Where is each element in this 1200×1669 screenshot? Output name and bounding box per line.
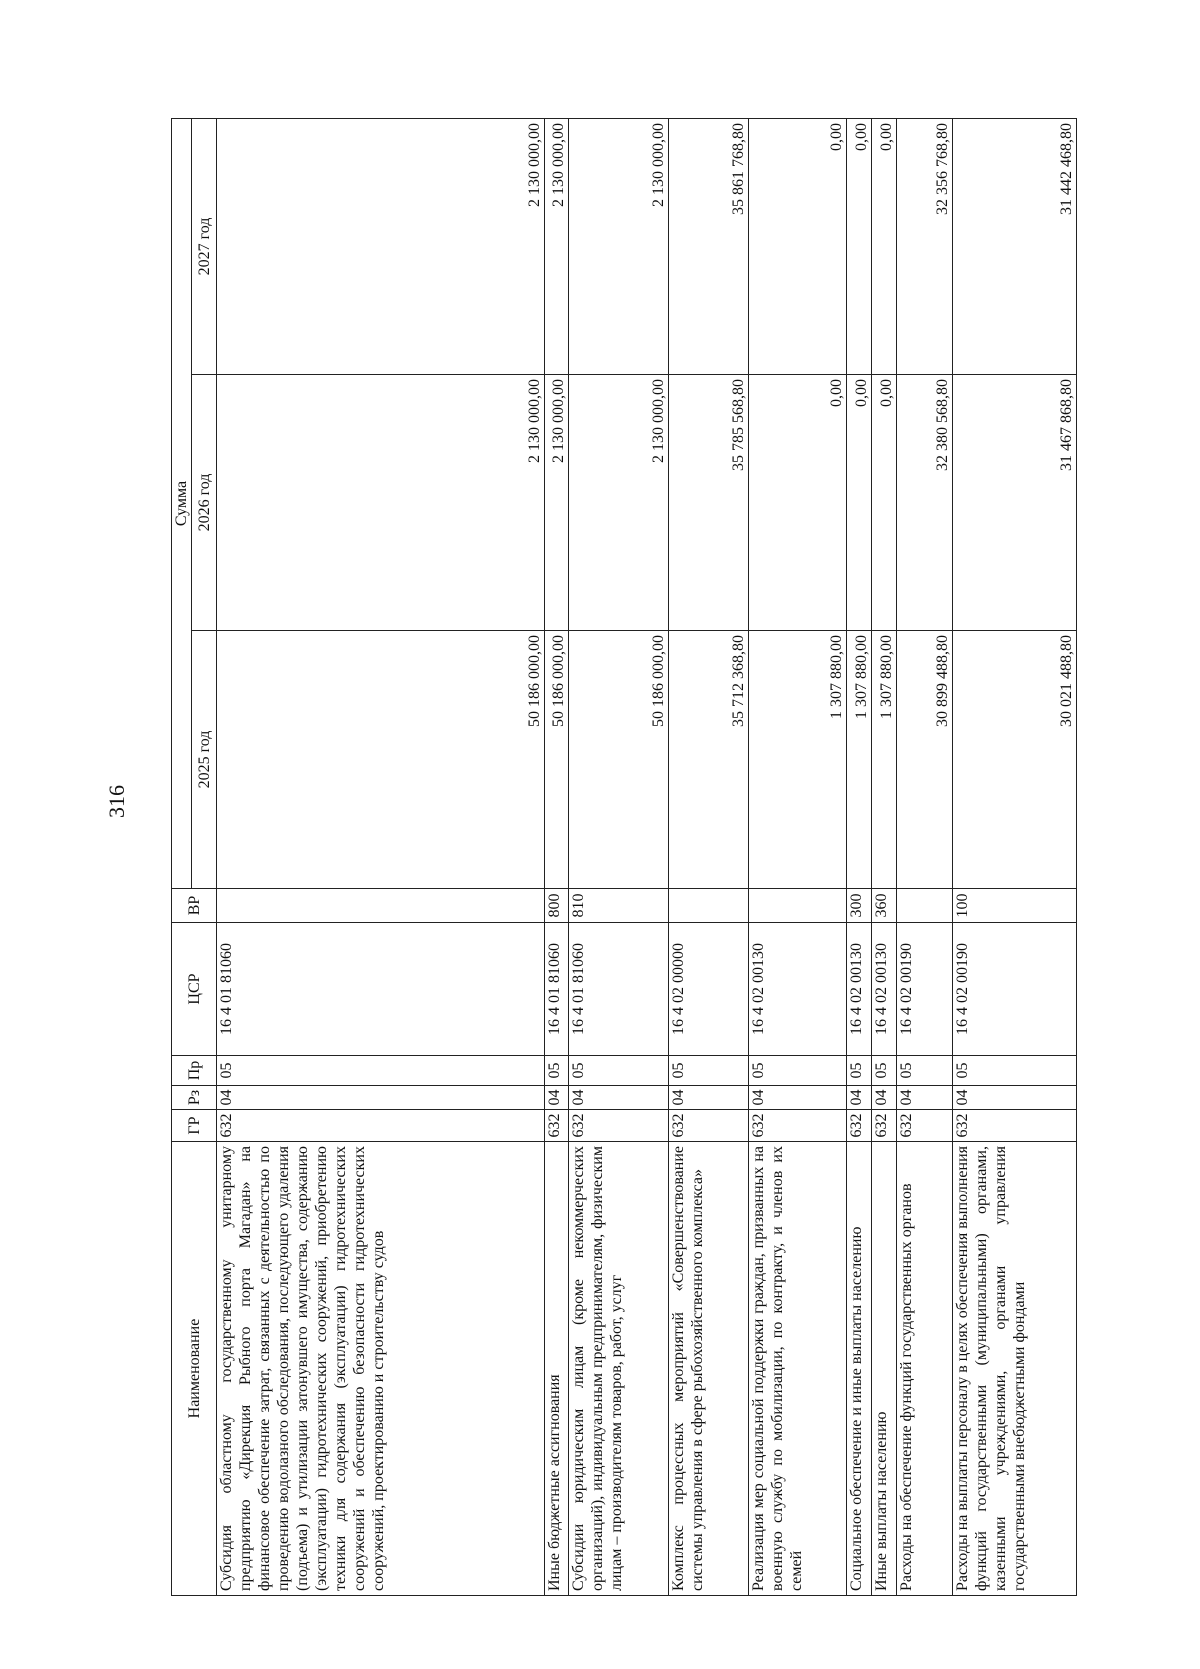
row-csr: 16 4 02 00130 xyxy=(846,923,871,1056)
page-number: 316 xyxy=(104,785,129,818)
row-vr xyxy=(669,889,749,923)
row-2026: 2 130 000,00 xyxy=(568,375,668,631)
row-vr xyxy=(748,889,846,923)
row-gr: 632 xyxy=(748,1110,846,1142)
row-name: Реализация мер социальной поддержки граждан, призванных на военную службу по мобилизации, по контракту, и членов их семей xyxy=(748,1142,846,1596)
row-pr: 05 xyxy=(846,1056,871,1086)
header-rz: Рз xyxy=(172,1086,217,1110)
row-pr: 05 xyxy=(952,1056,1076,1086)
table-row xyxy=(748,119,846,1596)
row-2025: 50 186 000,00 xyxy=(568,631,668,889)
table-row xyxy=(545,119,569,1596)
header-vr: ВР xyxy=(172,889,217,923)
row-gr: 632 xyxy=(568,1110,668,1142)
row-2025: 30 899 488,80 xyxy=(896,631,952,889)
row-2027: 31 442 468,80 xyxy=(952,119,1076,375)
header-pr: Пр xyxy=(172,1056,217,1086)
row-csr: 16 4 02 00130 xyxy=(871,923,896,1056)
row-rz: 04 xyxy=(846,1086,871,1110)
row-2026: 2 130 000,00 xyxy=(545,375,569,631)
row-2025: 30 021 488,80 xyxy=(952,631,1076,889)
row-2026: 31 467 868,80 xyxy=(952,375,1076,631)
row-gr: 632 xyxy=(669,1110,749,1142)
row-2026: 2 130 000,00 xyxy=(217,375,545,631)
row-rz: 04 xyxy=(952,1086,1076,1110)
row-rz: 04 xyxy=(217,1086,545,1110)
row-vr: 100 xyxy=(952,889,1076,923)
row-name: Иные выплаты населению xyxy=(871,1142,896,1596)
row-pr: 05 xyxy=(871,1056,896,1086)
row-csr: 16 4 02 00000 xyxy=(669,923,749,1056)
row-2026: 0,00 xyxy=(748,375,846,631)
header-sum: Сумма xyxy=(172,119,192,889)
row-csr: 16 4 02 00190 xyxy=(896,923,952,1056)
row-gr: 632 xyxy=(545,1110,569,1142)
row-2027: 35 861 768,80 xyxy=(669,119,749,375)
row-pr: 05 xyxy=(568,1056,668,1086)
row-2027: 0,00 xyxy=(871,119,896,375)
row-rz: 04 xyxy=(748,1086,846,1110)
header-2026: 2026 год xyxy=(192,375,217,631)
row-2025: 1 307 880,00 xyxy=(748,631,846,889)
header-csr: ЦСР xyxy=(172,923,217,1056)
row-gr: 632 xyxy=(217,1110,545,1142)
row-2027: 0,00 xyxy=(748,119,846,375)
row-2025: 35 712 368,80 xyxy=(669,631,749,889)
row-gr: 632 xyxy=(871,1110,896,1142)
row-name: Расходы на обеспечение функций государственных органов xyxy=(896,1142,952,1596)
header-2027: 2027 год xyxy=(192,119,217,375)
row-2026: 35 785 568,80 xyxy=(669,375,749,631)
table-row xyxy=(217,119,545,1596)
row-csr: 16 4 02 00190 xyxy=(952,923,1076,1056)
table-row xyxy=(846,119,871,1596)
row-2027: 2 130 000,00 xyxy=(217,119,545,375)
table-row xyxy=(871,119,896,1596)
row-2025: 1 307 880,00 xyxy=(846,631,871,889)
row-name: Социальное обеспечение и иные выплаты населению xyxy=(846,1142,871,1596)
row-gr: 632 xyxy=(846,1110,871,1142)
row-rz: 04 xyxy=(871,1086,896,1110)
table-row xyxy=(952,119,1076,1596)
row-pr: 05 xyxy=(896,1056,952,1086)
row-vr: 810 xyxy=(568,889,668,923)
table-row xyxy=(669,119,749,1596)
row-2026: 0,00 xyxy=(871,375,896,631)
row-2027: 2 130 000,00 xyxy=(568,119,668,375)
row-vr: 300 xyxy=(846,889,871,923)
row-vr xyxy=(217,889,545,923)
row-2027: 2 130 000,00 xyxy=(545,119,569,375)
budget-table xyxy=(171,118,1077,1596)
row-2026: 0,00 xyxy=(846,375,871,631)
row-name: Субсидия областному государственному унитарному предприятию «Дирекция Рыбного порта Магадан» на финансовое обеспечение затрат, связанных с деятельностью по проведению водолазного обследования, последующего удаления (подъема) и утилизации затонувшего имущества, содержанию (эксплуатации) гидротехнических сооружений, приобретению техники для содержания (эксплуатации) гидротехнических сооружений и обеспечению безопасности гидротехнических сооружений, проектированию и строительству судов xyxy=(217,1142,545,1596)
row-csr: 16 4 02 00130 xyxy=(748,923,846,1056)
row-pr: 05 xyxy=(748,1056,846,1086)
header-name: Наименование xyxy=(172,1142,217,1596)
row-gr: 632 xyxy=(952,1110,1076,1142)
table-row xyxy=(896,119,952,1596)
header-gr: ГР xyxy=(172,1110,217,1142)
row-rz: 04 xyxy=(896,1086,952,1110)
row-vr: 360 xyxy=(871,889,896,923)
row-csr: 16 4 01 81060 xyxy=(217,923,545,1056)
row-csr: 16 4 01 81060 xyxy=(545,923,569,1056)
row-rz: 04 xyxy=(568,1086,668,1110)
row-gr: 632 xyxy=(896,1110,952,1142)
row-pr: 05 xyxy=(217,1056,545,1086)
budget-table-container xyxy=(171,119,1077,1596)
row-rz: 04 xyxy=(669,1086,749,1110)
header-2025: 2025 год xyxy=(192,631,217,889)
row-name: Субсидии юридическим лицам (кроме некоммерческих организаций), индивидуальным предпринимателям, физическим лицам – производителям товаров, работ, услуг xyxy=(568,1142,668,1596)
row-name: Комплекс процессных мероприятий «Совершенствование системы управления в сфере рыбохозяйственного комплекса» xyxy=(669,1142,749,1596)
row-pr: 05 xyxy=(669,1056,749,1086)
row-2025: 50 186 000,00 xyxy=(217,631,545,889)
row-vr: 800 xyxy=(545,889,569,923)
row-name: Расходы на выплаты персоналу в целях обеспечения выполнения функций государственными (муниципальными) органами, казенными учреждениями, органами управления государственными внебюджетными фондами xyxy=(952,1142,1076,1596)
row-2025: 1 307 880,00 xyxy=(871,631,896,889)
row-pr: 05 xyxy=(545,1056,569,1086)
row-vr xyxy=(896,889,952,923)
table-row xyxy=(568,119,668,1596)
row-2025: 50 186 000,00 xyxy=(545,631,569,889)
row-2026: 32 380 568,80 xyxy=(896,375,952,631)
row-2027: 0,00 xyxy=(846,119,871,375)
row-csr: 16 4 01 81060 xyxy=(568,923,668,1056)
row-rz: 04 xyxy=(545,1086,569,1110)
row-2027: 32 356 768,80 xyxy=(896,119,952,375)
row-name: Иные бюджетные ассигнования xyxy=(545,1142,569,1596)
